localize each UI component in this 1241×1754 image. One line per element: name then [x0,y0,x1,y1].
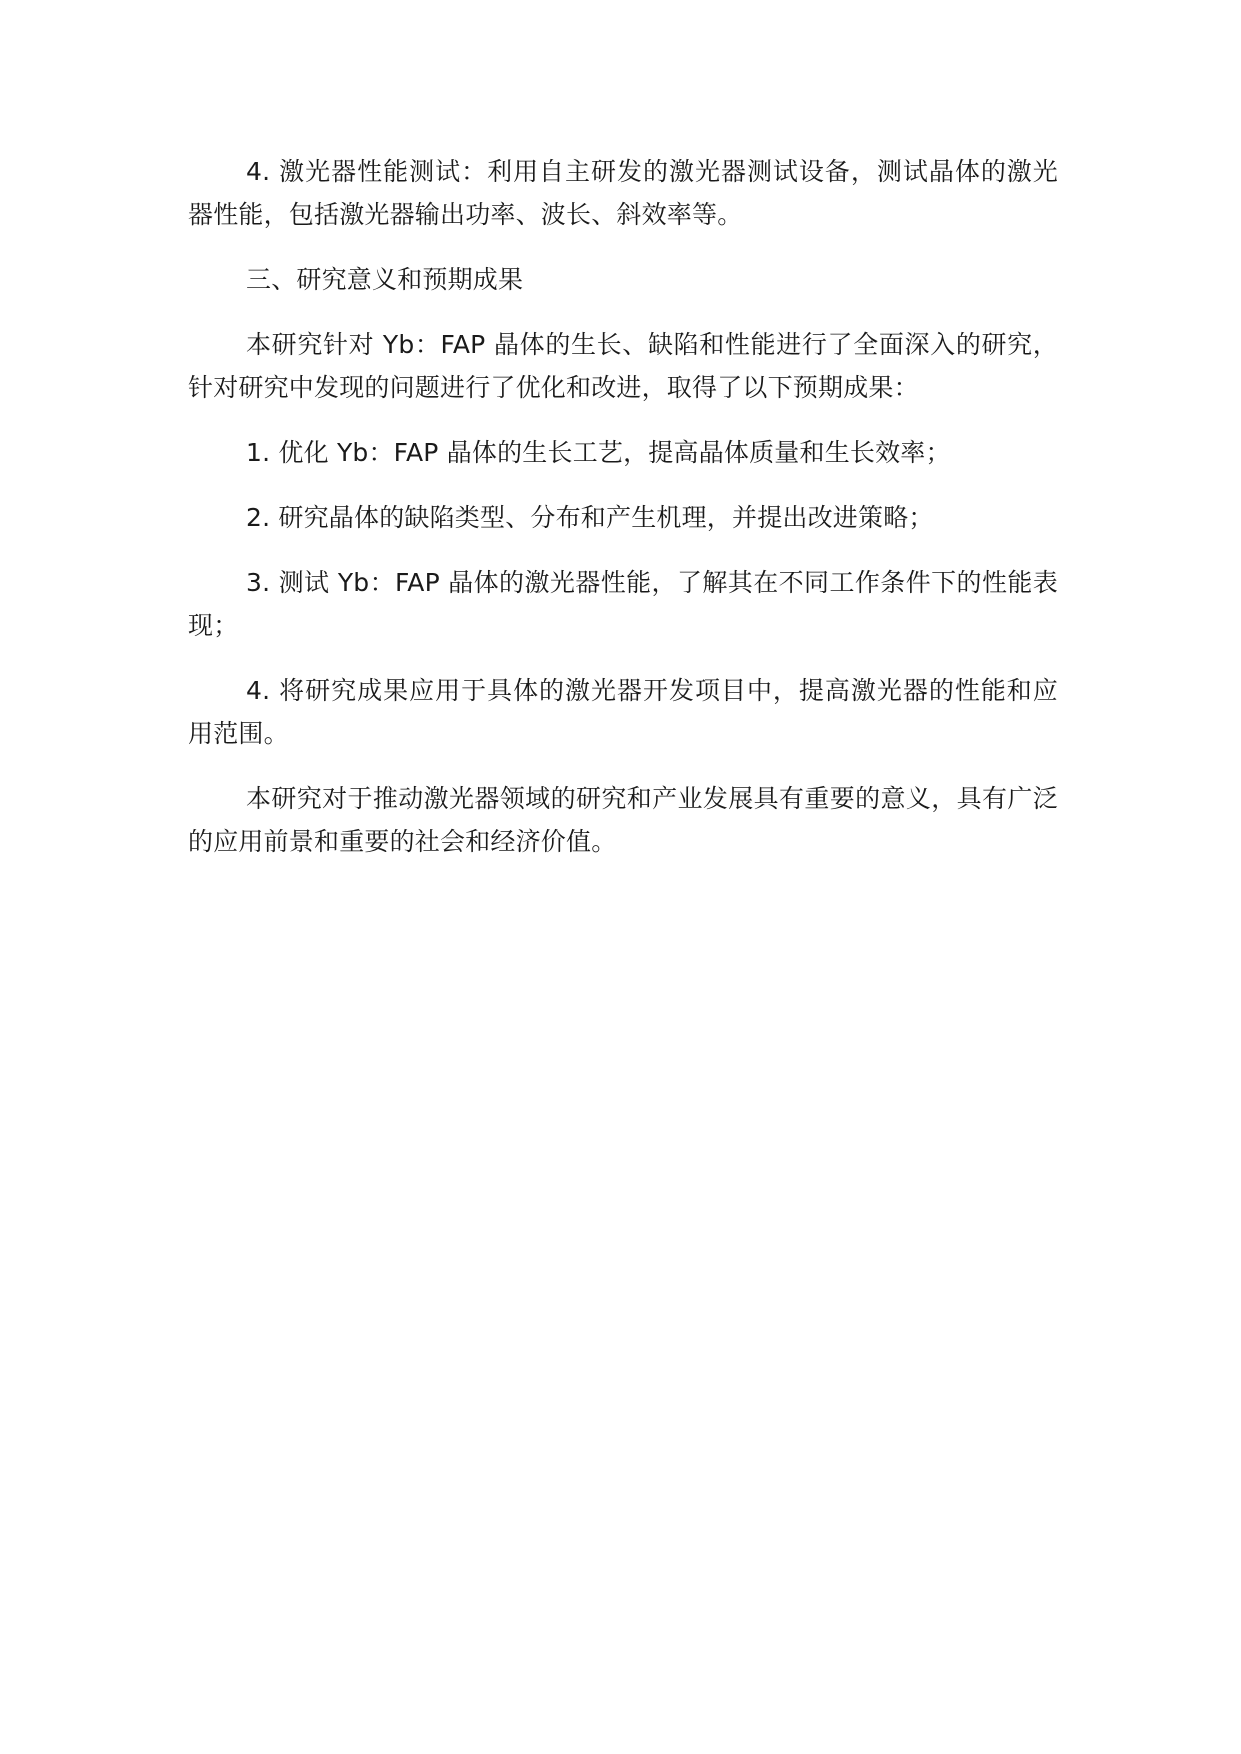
paragraph-laser-performance-test: 4. 激光器性能测试：利用自主研发的激光器测试设备，测试晶体的激光器性能，包括激光器输出功率、波长、斜效率等。 [188,157,1058,229]
paragraph-research-summary: 本研究针对 Yb：FAP 晶体的生长、缺陷和性能进行了全面深入的研究，针对研究中发现的问题进行了优化和改进，取得了以下预期成果： [188,330,1058,402]
document-body [188,150,1058,885]
list-item-outcome-2: 2. 研究晶体的缺陷类型、分布和产生机理，并提出改进策略； [246,503,934,532]
list-item-outcome-1: 1. 优化 Yb：FAP 晶体的生长工艺，提高晶体质量和生长效率； [246,438,951,467]
list-item-outcome-4: 4. 将研究成果应用于具体的激光器开发项目中，提高激光器的性能和应用范围。 [188,676,1058,748]
list-item-outcome-3: 3. 测试 Yb：FAP 晶体的激光器性能，了解其在不同工作条件下的性能表现； [188,568,1058,640]
paragraph-conclusion: 本研究对于推动激光器领域的研究和产业发展具有重要的意义，具有广泛的应用前景和重要的社会和经济价值。 [188,784,1058,856]
section-heading-significance: 三、研究意义和预期成果 [246,265,524,294]
